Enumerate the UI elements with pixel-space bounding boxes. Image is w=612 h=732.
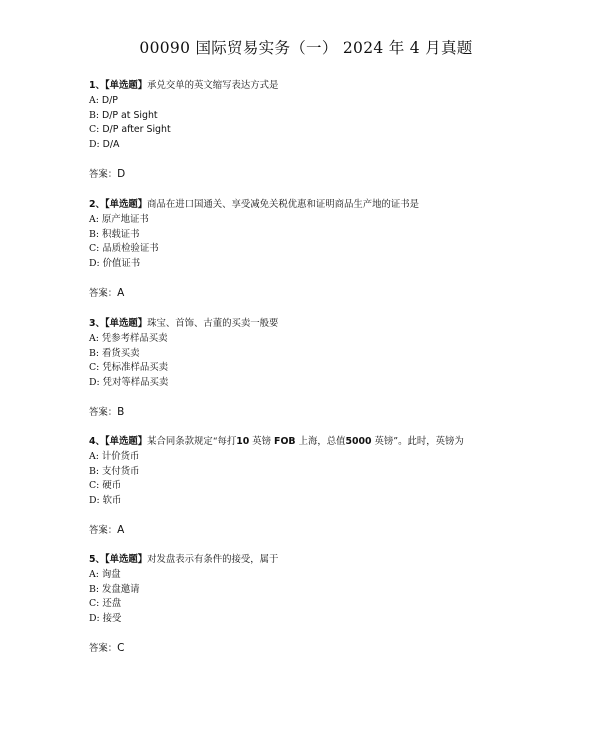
question-number: 2、 — [89, 199, 105, 210]
option-a: A: 询盘 — [89, 568, 121, 580]
answer-value: C — [117, 641, 125, 654]
answer — [89, 167, 278, 183]
question-number: 4、 — [89, 436, 105, 447]
answer — [89, 286, 419, 302]
answer-label: 答案： — [89, 642, 118, 654]
option-d: D: 接受 — [89, 613, 122, 625]
question-text: 承兑交单的英文缩写表达方式是 — [147, 80, 279, 91]
option-a: A: D/P — [89, 94, 118, 106]
option-b: B: 支付货币 — [89, 465, 140, 477]
question-text: 商品在进口国通关、享受减免关税优惠和证明商品生产地的证书是 — [147, 199, 419, 210]
option-c: C: D/P after Sight — [89, 124, 171, 136]
answer-value: D — [117, 167, 126, 180]
question-type: 【单选题】 — [104, 80, 148, 91]
option-d: D: D/A — [89, 139, 120, 151]
option-a: A: 计价货币 — [89, 450, 140, 462]
option-d: D: 价值证书 — [89, 258, 141, 270]
document-title: 00090 国际贸易实务（一） 2024 年 4 月真题 — [139, 39, 473, 57]
question-4 — [89, 435, 464, 539]
question-number: 3、 — [89, 318, 105, 329]
answer-label: 答案： — [89, 287, 118, 299]
answer — [89, 523, 464, 539]
question-number: 5、 — [89, 554, 105, 565]
option-d: D: 凭对等样品买卖 — [89, 377, 169, 389]
question-type: 【单选题】 — [104, 436, 148, 447]
question-3 — [89, 317, 278, 421]
question-type: 【单选题】 — [104, 199, 148, 210]
option-b: B: 发盘邀请 — [89, 583, 140, 595]
question-2 — [89, 198, 419, 302]
answer-label: 答案： — [89, 168, 118, 180]
question-stem: 4、【单选题】某合同条款规定“每打10 英镑 FOB 上海，总值5000 英镑”。此时，英镑为 — [89, 436, 464, 447]
question-stem — [89, 79, 278, 94]
question-text: 对发盘表示有条件的接受，属于 — [147, 554, 279, 565]
option-b: B: 看货买卖 — [89, 347, 140, 359]
option-b: B: 积载证书 — [89, 228, 140, 240]
question-number: 1、 — [89, 80, 105, 91]
answer — [89, 641, 278, 657]
option-c: C: 还盘 — [89, 598, 122, 610]
question-stem — [89, 553, 278, 568]
answer-value: B — [117, 405, 125, 418]
answer — [89, 405, 278, 421]
option-d: D: 软币 — [89, 495, 122, 507]
option-b: B: D/P at Sight — [89, 109, 158, 121]
question-text: 珠宝、首饰、古董的买卖一般要 — [147, 318, 279, 329]
question-5 — [89, 553, 278, 657]
answer-label: 答案： — [89, 524, 118, 536]
option-a: A: 凭参考样品买卖 — [89, 332, 168, 344]
option-c: C: 凭标准样品买卖 — [89, 362, 168, 374]
question-1 — [89, 79, 278, 183]
option-a: A: 原产地证书 — [89, 213, 149, 225]
answer-label: 答案： — [89, 406, 118, 418]
option-c: C: 品质检验证书 — [89, 243, 159, 255]
answer-value: A — [117, 523, 125, 536]
option-c: C: 硬币 — [89, 480, 122, 492]
question-type: 【单选题】 — [104, 554, 148, 565]
question-stem — [89, 317, 278, 332]
question-type: 【单选题】 — [104, 318, 148, 329]
question-stem — [89, 198, 419, 213]
answer-value: A — [117, 286, 125, 299]
